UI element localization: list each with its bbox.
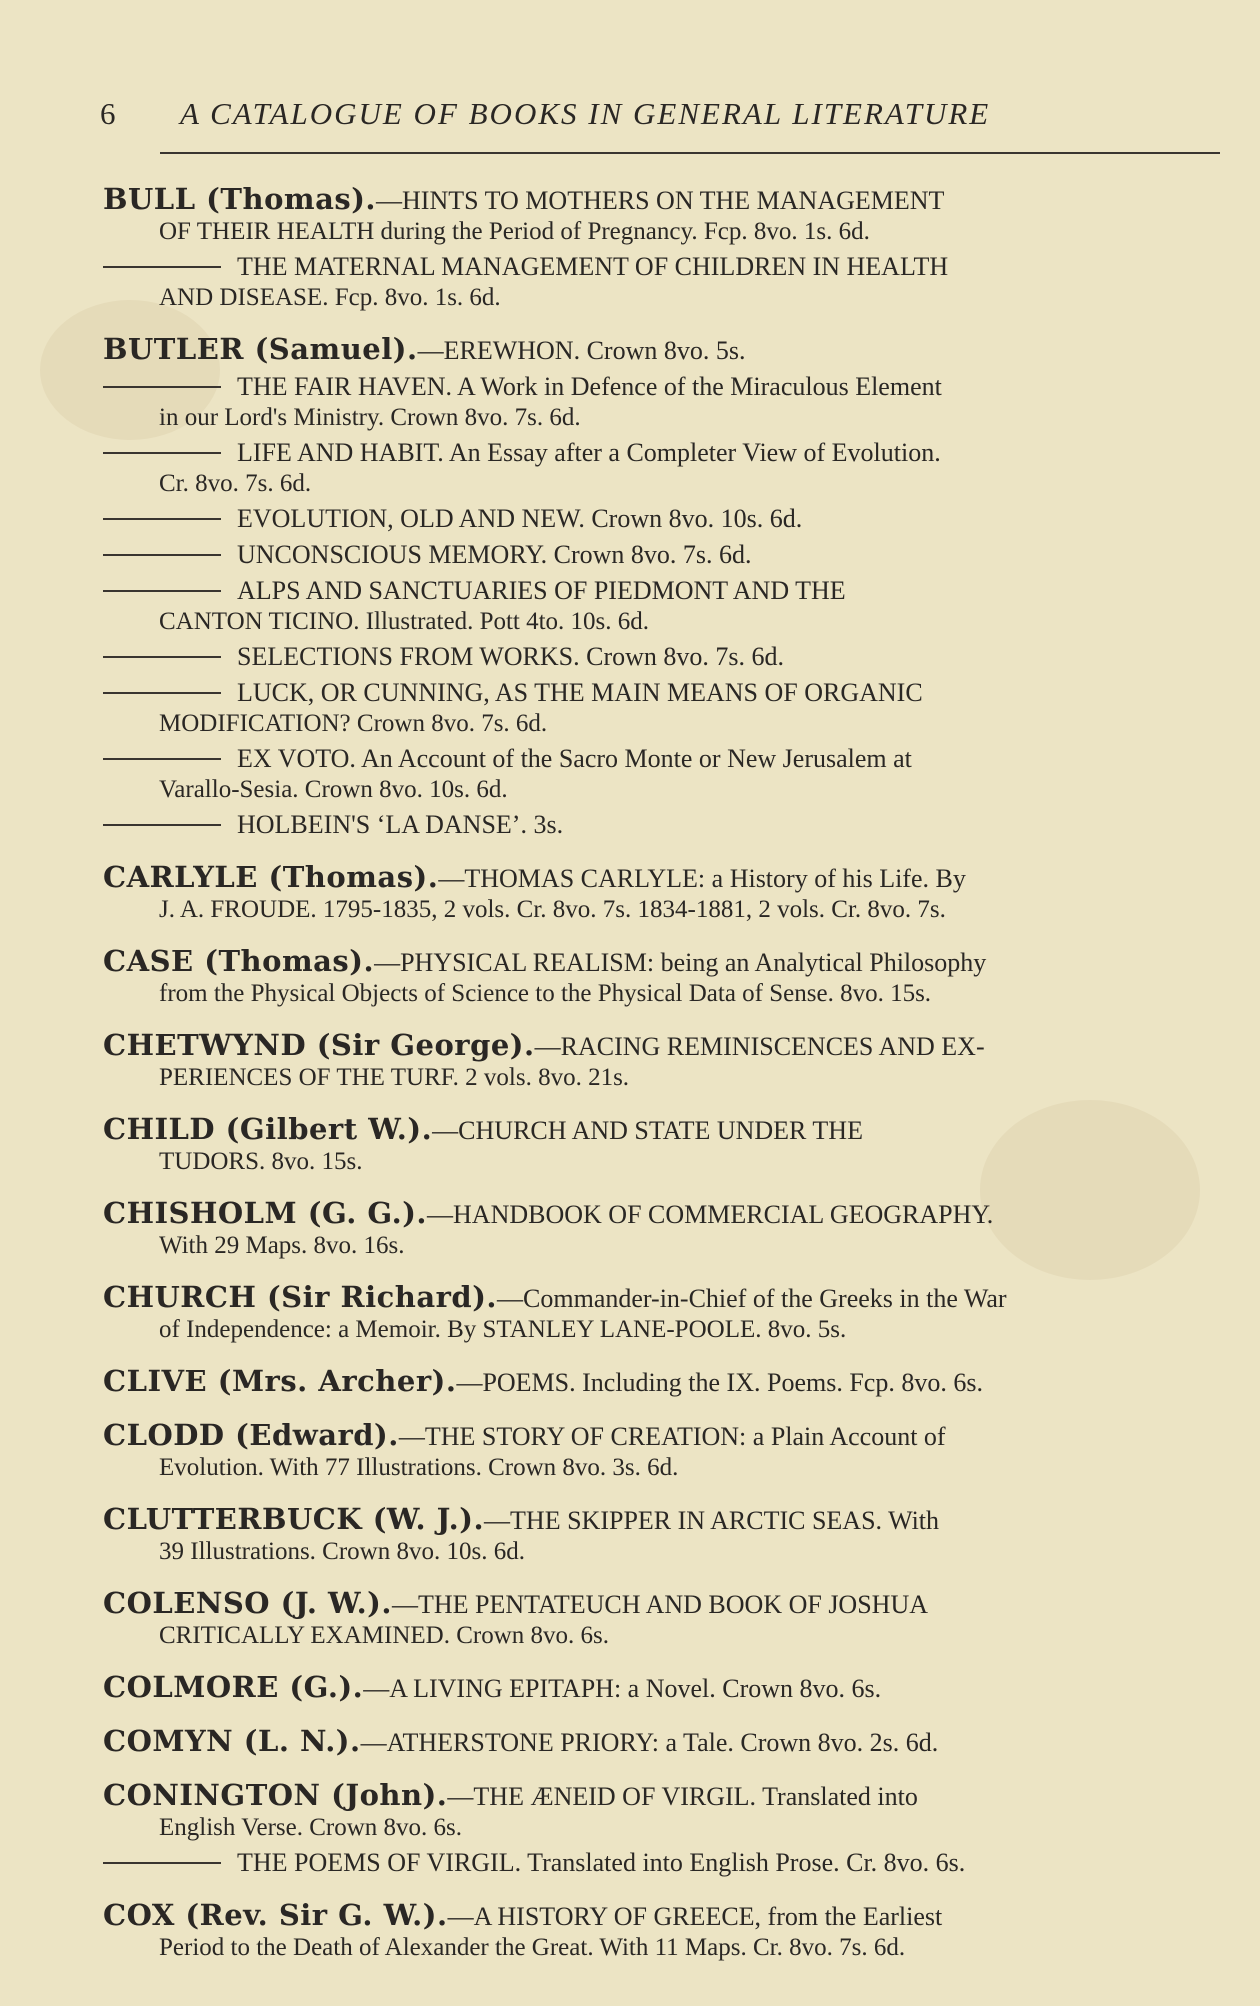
catalogue-entry bbox=[103, 1899, 1228, 1963]
author-name: CLIVE (Mrs. Archer). bbox=[103, 1364, 457, 1398]
author-name: CHISHOLM (G. G.). bbox=[103, 1196, 428, 1230]
sub-entry bbox=[103, 677, 1228, 739]
sub-entry-first-line bbox=[103, 539, 1228, 571]
author-name: CASE (Thomas). bbox=[103, 944, 375, 978]
author-name: COX (Rev. Sir G. W.). bbox=[103, 1898, 448, 1932]
sub-entry-continuation: CANTON TICINO. Illustrated. Pott 4to. 10s. 6d. bbox=[159, 608, 650, 635]
entry-continuation: CRITICALLY EXAMINED. Crown 8vo. 6s. bbox=[159, 1622, 610, 1649]
entry-first-line bbox=[103, 183, 1228, 217]
catalogue-entries bbox=[103, 183, 1228, 1983]
entry-title: —HANDBOOK OF COMMERCIAL GEOGRAPHY. bbox=[427, 1200, 994, 1229]
entry-first-line bbox=[103, 945, 1228, 979]
sub-entry-title: LIFE AND HABIT. An Essay after a Completer View of Evolution. bbox=[237, 438, 941, 467]
entry-title: —POEMS. Including the IX. Poems. Fcp. 8vo. 6s. bbox=[456, 1368, 983, 1397]
sub-entry-first-line bbox=[103, 251, 1228, 283]
entry-title: —CHURCH AND STATE UNDER THE bbox=[432, 1116, 863, 1145]
entry-title: —RACING REMINISCENCES AND EX- bbox=[534, 1032, 985, 1061]
sub-entry-title: UNCONSCIOUS MEMORY. Crown 8vo. 7s. 6d. bbox=[237, 540, 752, 569]
entry-first-line bbox=[103, 333, 1228, 367]
sub-entry bbox=[103, 1847, 1228, 1879]
author-name: CHILD (Gilbert W.). bbox=[103, 1112, 433, 1146]
catalogue-entry bbox=[103, 1113, 1228, 1177]
entry-title: —THE SKIPPER IN ARCTIC SEAS. With bbox=[484, 1506, 940, 1535]
catalogue-entry bbox=[103, 945, 1228, 1009]
catalogue-entry bbox=[103, 183, 1228, 313]
sub-entry-first-line bbox=[103, 437, 1228, 469]
author-name: COLENSO (J. W.). bbox=[103, 1586, 392, 1620]
sub-entry-first-line bbox=[103, 503, 1228, 535]
entry-title: —HINTS TO MOTHERS ON THE MANAGEMENT bbox=[376, 186, 945, 215]
sub-entry-first-line bbox=[103, 641, 1228, 673]
sub-entry bbox=[103, 575, 1228, 637]
entry-first-line bbox=[103, 1587, 1228, 1621]
entry-title: —THE ÆNEID OF VIRGIL. Translated into bbox=[447, 1782, 918, 1811]
author-name: CARLYLE (Thomas). bbox=[103, 860, 439, 894]
sub-entry-first-line bbox=[103, 371, 1228, 403]
sub-entry-title: SELECTIONS FROM WORKS. Crown 8vo. 7s. 6d. bbox=[237, 642, 785, 671]
entry-first-line bbox=[103, 1503, 1228, 1537]
sub-entry-first-line bbox=[103, 809, 1228, 841]
entry-title: —THE PENTATEUCH AND BOOK OF JOSHUA bbox=[392, 1590, 928, 1619]
entry-title: —THE STORY OF CREATION: a Plain Account of bbox=[398, 1422, 946, 1451]
sub-entry-continuation: in our Lord's Ministry. Crown 8vo. 7s. 6d. bbox=[159, 404, 581, 431]
ditto-dash bbox=[103, 590, 221, 592]
entry-title: —EREWHON. Crown 8vo. 5s. bbox=[417, 336, 746, 365]
entry-first-line bbox=[103, 1725, 1228, 1759]
ditto-dash bbox=[103, 386, 221, 388]
entry-continuation: OF THEIR HEALTH during the Period of Pregnancy. Fcp. 8vo. 1s. 6d. bbox=[159, 218, 870, 245]
catalogue-entry bbox=[103, 1671, 1228, 1705]
sub-entry bbox=[103, 251, 1228, 313]
entry-continuation: With 29 Maps. 8vo. 16s. bbox=[159, 1232, 405, 1259]
catalogue-entry bbox=[103, 861, 1228, 925]
ditto-dash bbox=[103, 824, 221, 826]
sub-entry-first-line bbox=[103, 1847, 1228, 1879]
page-number: 6 bbox=[100, 96, 118, 131]
entry-continuation: 39 Illustrations. Crown 8vo. 10s. 6d. bbox=[159, 1538, 525, 1565]
entry-continuation: Period to the Death of Alexander the Great. With 11 Maps. Cr. 8vo. 7s. 6d. bbox=[159, 1934, 906, 1961]
entry-first-line bbox=[103, 1671, 1228, 1705]
entry-title: —A HISTORY OF GREECE, from the Earliest bbox=[447, 1902, 943, 1931]
author-name: BULL (Thomas). bbox=[103, 182, 377, 216]
ditto-dash bbox=[103, 554, 221, 556]
ditto-dash bbox=[103, 758, 221, 760]
sub-entry-title: HOLBEIN'S ‘LA DANSE’. 3s. bbox=[237, 810, 564, 839]
entry-first-line bbox=[103, 861, 1228, 895]
entry-first-line bbox=[103, 1419, 1228, 1453]
catalogue-entry bbox=[103, 1281, 1228, 1345]
author-name: COMYN (L. N.). bbox=[103, 1724, 361, 1758]
ditto-dash bbox=[103, 518, 221, 520]
author-name: COLMORE (G.). bbox=[103, 1670, 364, 1704]
ditto-dash bbox=[103, 1862, 221, 1864]
ditto-dash bbox=[103, 692, 221, 694]
entry-title: —A LIVING EPITAPH: a Novel. Crown 8vo. 6s. bbox=[363, 1674, 882, 1703]
entry-continuation: PERIENCES OF THE TURF. 2 vols. 8vo. 21s. bbox=[159, 1064, 630, 1091]
entry-title: —PHYSICAL REALISM: being an Analytical Philosophy bbox=[374, 948, 987, 977]
sub-entry-title: THE POEMS OF VIRGIL. Translated into English Prose. Cr. 8vo. 6s. bbox=[237, 1848, 966, 1877]
author-name: CHURCH (Sir Richard). bbox=[103, 1280, 498, 1314]
author-name: BUTLER (Samuel). bbox=[103, 332, 418, 366]
entry-continuation: TUDORS. 8vo. 15s. bbox=[159, 1148, 363, 1175]
sub-entry bbox=[103, 743, 1228, 805]
catalogue-entry bbox=[103, 1197, 1228, 1261]
sub-entry-continuation: MODIFICATION? Crown 8vo. 7s. 6d. bbox=[159, 710, 548, 737]
catalogue-entry bbox=[103, 1029, 1228, 1093]
catalogue-entry bbox=[103, 1587, 1228, 1651]
entry-first-line bbox=[103, 1365, 1228, 1399]
entry-first-line bbox=[103, 1899, 1228, 1933]
entry-first-line bbox=[103, 1197, 1228, 1231]
sub-entry-first-line bbox=[103, 677, 1228, 709]
catalogue-entry bbox=[103, 1419, 1228, 1483]
sub-entry-first-line bbox=[103, 743, 1228, 775]
entry-first-line bbox=[103, 1029, 1228, 1063]
author-name: CLUTTERBUCK (W. J.). bbox=[103, 1502, 485, 1536]
entry-continuation: from the Physical Objects of Science to the Physical Data of Sense. 8vo. 15s. bbox=[159, 980, 932, 1007]
author-name: CHETWYND (Sir George). bbox=[103, 1028, 535, 1062]
running-title: A CATALOGUE OF BOOKS IN GENERAL LITERATURE bbox=[180, 96, 991, 131]
entry-title: —ATHERSTONE PRIORY: a Tale. Crown 8vo. 2s. 6d. bbox=[360, 1728, 939, 1757]
sub-entry bbox=[103, 641, 1228, 673]
page-header bbox=[100, 96, 1130, 140]
sub-entry bbox=[103, 371, 1228, 433]
entry-first-line bbox=[103, 1113, 1228, 1147]
sub-entry bbox=[103, 503, 1228, 535]
entry-continuation: J. A. FROUDE. 1795-1835, 2 vols. Cr. 8vo. 7s. 1834-1881, 2 vols. Cr. 8vo. 7s. bbox=[159, 896, 946, 923]
sub-entry-title: LUCK, OR CUNNING, AS THE MAIN MEANS OF ORGANIC bbox=[237, 678, 923, 707]
catalogue-entry bbox=[103, 1365, 1228, 1399]
sub-entry-title: EVOLUTION, OLD AND NEW. Crown 8vo. 10s. 6d. bbox=[237, 504, 803, 533]
entry-first-line bbox=[103, 1281, 1228, 1315]
author-name: CLODD (Edward). bbox=[103, 1418, 399, 1452]
catalogue-entry bbox=[103, 1779, 1228, 1879]
catalogue-entry bbox=[103, 1503, 1228, 1567]
entry-title: —THOMAS CARLYLE: a History of his Life. By bbox=[438, 864, 966, 893]
sub-entry bbox=[103, 539, 1228, 571]
entry-continuation: of Independence: a Memoir. By STANLEY LANE-POOLE. 8vo. 5s. bbox=[159, 1316, 847, 1343]
entry-title: —Commander-in-Chief of the Greeks in the War bbox=[497, 1284, 1007, 1313]
sub-entry bbox=[103, 809, 1228, 841]
entry-first-line bbox=[103, 1779, 1228, 1813]
author-name: CONINGTON (John). bbox=[103, 1778, 448, 1812]
catalogue-entry bbox=[103, 1725, 1228, 1759]
sub-entry-title: THE FAIR HAVEN. A Work in Defence of the Miraculous Element bbox=[237, 372, 942, 401]
sub-entry-title: EX VOTO. An Account of the Sacro Monte or New Jerusalem at bbox=[237, 744, 912, 773]
ditto-dash bbox=[103, 452, 221, 454]
header-rule bbox=[160, 152, 1220, 154]
entry-continuation: Evolution. With 77 Illustrations. Crown 8vo. 3s. 6d. bbox=[159, 1454, 679, 1481]
sub-entry bbox=[103, 437, 1228, 499]
sub-entry-title: ALPS AND SANCTUARIES OF PIEDMONT AND THE bbox=[237, 576, 846, 605]
sub-entry-continuation: Varallo-Sesia. Crown 8vo. 10s. 6d. bbox=[159, 776, 508, 803]
sub-entry-continuation: AND DISEASE. Fcp. 8vo. 1s. 6d. bbox=[159, 284, 501, 311]
sub-entry-first-line bbox=[103, 575, 1228, 607]
ditto-dash bbox=[103, 656, 221, 658]
ditto-dash bbox=[103, 266, 221, 268]
sub-entry-title: THE MATERNAL MANAGEMENT OF CHILDREN IN HEALTH bbox=[237, 252, 949, 281]
sub-entry-continuation: Cr. 8vo. 7s. 6d. bbox=[159, 470, 312, 497]
catalogue-entry bbox=[103, 333, 1228, 841]
entry-continuation: English Verse. Crown 8vo. 6s. bbox=[159, 1814, 463, 1841]
